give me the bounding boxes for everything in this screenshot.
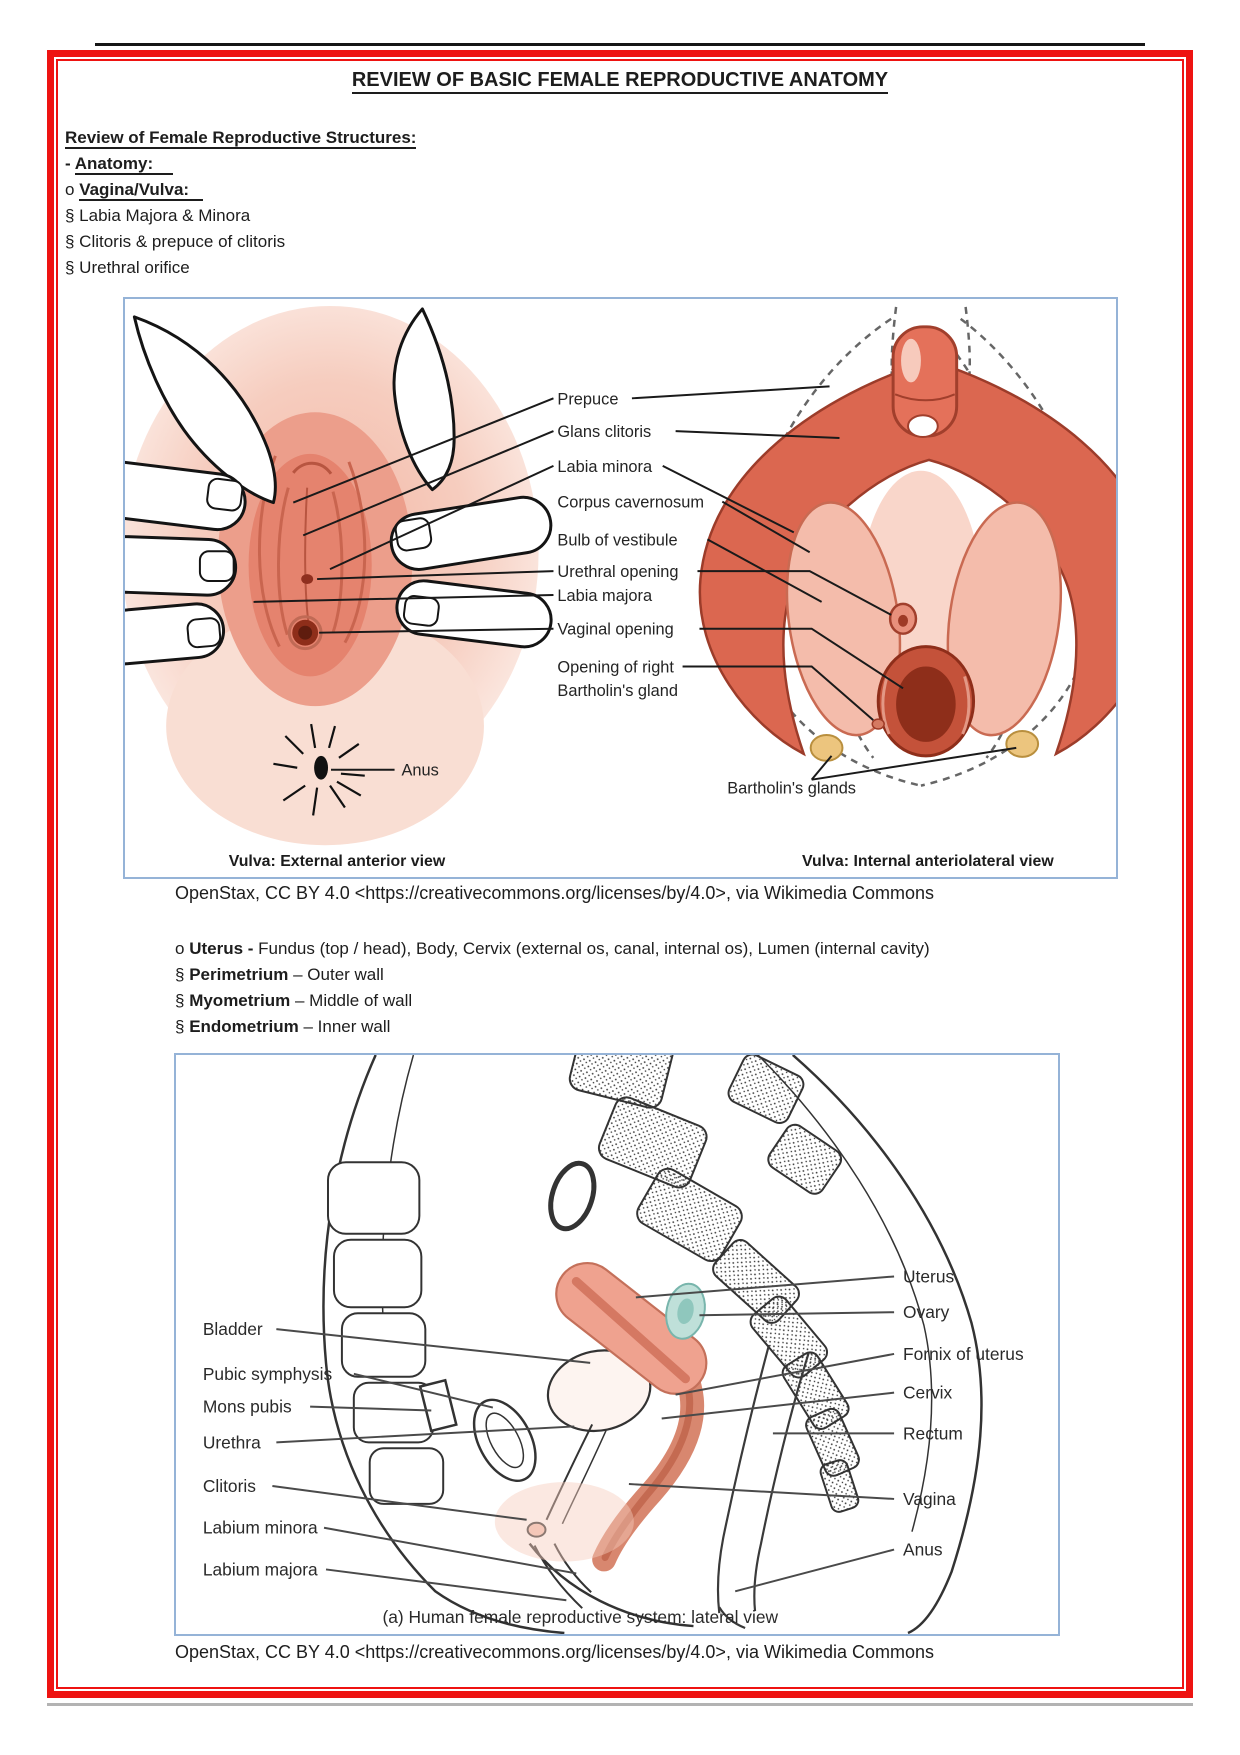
- figure2-caption: (a) Human female reproductive system: lateral view: [382, 1607, 779, 1628]
- uterus-outline-section: [175, 936, 930, 1040]
- bullet-myometrium: [175, 988, 930, 1014]
- bullet-perimetrium: [175, 962, 930, 988]
- caption-internal-view: Vulva: Internal anteriolateral view: [801, 853, 1054, 871]
- figure1-attribution: OpenStax, CC BY 4.0 <https://creativecommons.org/licenses/by/4.0>, via Wikimedia Commons: [175, 883, 934, 903]
- perimetrium-description: – Outer wall: [288, 965, 384, 984]
- myometrium-label: Myometrium: [189, 991, 291, 1010]
- endometrium-label: Endometrium: [189, 1017, 299, 1036]
- bullet-labia: § Labia Majora & Minora: [65, 206, 251, 225]
- anatomy-label: Anatomy:: [75, 154, 173, 175]
- label-mons-pubis: Mons pubis: [202, 1396, 292, 1417]
- uterus-line: [175, 936, 930, 962]
- label-clitoris: Clitoris: [202, 1475, 256, 1496]
- label-labia-minora: Labia minora: [557, 457, 653, 476]
- scan-artifact-top-line: [95, 43, 1145, 46]
- label-rectum: Rectum: [903, 1423, 963, 1444]
- label-urethral-opening: Urethral opening: [557, 563, 679, 582]
- figure-vulva-views: [123, 297, 1118, 879]
- anatomy-line: [65, 151, 416, 177]
- label-bulb-of-vestibule: Bulb of vestibule: [557, 531, 678, 550]
- label-pubic-symphysis: Pubic symphysis: [202, 1363, 333, 1384]
- page-title-text: REVIEW OF BASIC FEMALE REPRODUCTIVE ANATOMY: [352, 69, 888, 94]
- bullet-urethral: § Urethral orifice: [65, 258, 190, 277]
- uterus-label: Uterus -: [189, 939, 254, 958]
- label-labia-majora: Labia majora: [557, 586, 653, 605]
- external-anterior-view-illustration: [123, 306, 555, 845]
- internal-anteriolateral-view-illustration: [700, 307, 1118, 786]
- bullet-endometrium: [175, 1014, 930, 1040]
- section-heading-line: [65, 125, 416, 151]
- label-opening-right-bartholin-2: Bartholin's gland: [557, 682, 678, 701]
- label-urethra: Urethra: [202, 1432, 261, 1453]
- label-cervix: Cervix: [903, 1382, 953, 1403]
- uterus-description: Fundus (top / head), Body, Cervix (external os, canal, internal os), Lumen (internal cavity): [253, 939, 930, 958]
- caption-external-view: Vulva: External anterior view: [228, 853, 446, 871]
- page-title: [0, 67, 1240, 93]
- myometrium-description: – Middle of wall: [290, 991, 413, 1010]
- perimetrium-prefix: §: [175, 965, 190, 984]
- myometrium-prefix: §: [175, 991, 190, 1010]
- label-fornix-of-uterus: Fornix of uterus: [903, 1343, 1024, 1364]
- uterus-prefix: o: [175, 939, 190, 958]
- bullet-clitoris: § Clitoris & prepuce of clitoris: [65, 232, 286, 251]
- figure2-attribution: OpenStax, CC BY 4.0 <https://creativecommons.org/licenses/by/4.0>, via Wikimedia Commons: [175, 1642, 934, 1662]
- label-vagina: Vagina: [903, 1488, 956, 1509]
- label-anus-lateral: Anus: [903, 1539, 943, 1560]
- label-uterus: Uterus: [903, 1266, 955, 1287]
- label-labium-majora: Labium majora: [202, 1559, 318, 1580]
- vagina-vulva-label: Vagina/Vulva:: [79, 180, 203, 201]
- label-prepuce: Prepuce: [557, 390, 619, 409]
- label-ovary: Ovary: [903, 1302, 950, 1323]
- scan-artifact-bottom-line: [47, 1703, 1193, 1706]
- structures-outline-section: [65, 125, 416, 281]
- label-glans-clitoris: Glans clitoris: [557, 423, 652, 442]
- label-bladder: Bladder: [202, 1319, 263, 1340]
- vagina-vulva-prefix: o: [65, 180, 80, 199]
- endometrium-prefix: §: [175, 1017, 190, 1036]
- label-labium-minora: Labium minora: [202, 1517, 318, 1538]
- label-vaginal-opening: Vaginal opening: [557, 620, 674, 639]
- vagina-vulva-line: [65, 177, 416, 203]
- perimetrium-label: Perimetrium: [189, 965, 289, 984]
- figure-lateral-view: [174, 1053, 1060, 1636]
- anatomy-prefix: -: [65, 154, 75, 173]
- label-opening-right-bartholin-1: Opening of right: [557, 658, 674, 677]
- endometrium-description: – Inner wall: [298, 1017, 391, 1036]
- label-anus: Anus: [401, 761, 439, 780]
- section-heading: Review of Female Reproductive Structures:: [65, 128, 417, 147]
- label-bartholins-glands: Bartholin's glands: [727, 779, 857, 798]
- label-corpus-cavernosum: Corpus cavernosum: [557, 493, 704, 512]
